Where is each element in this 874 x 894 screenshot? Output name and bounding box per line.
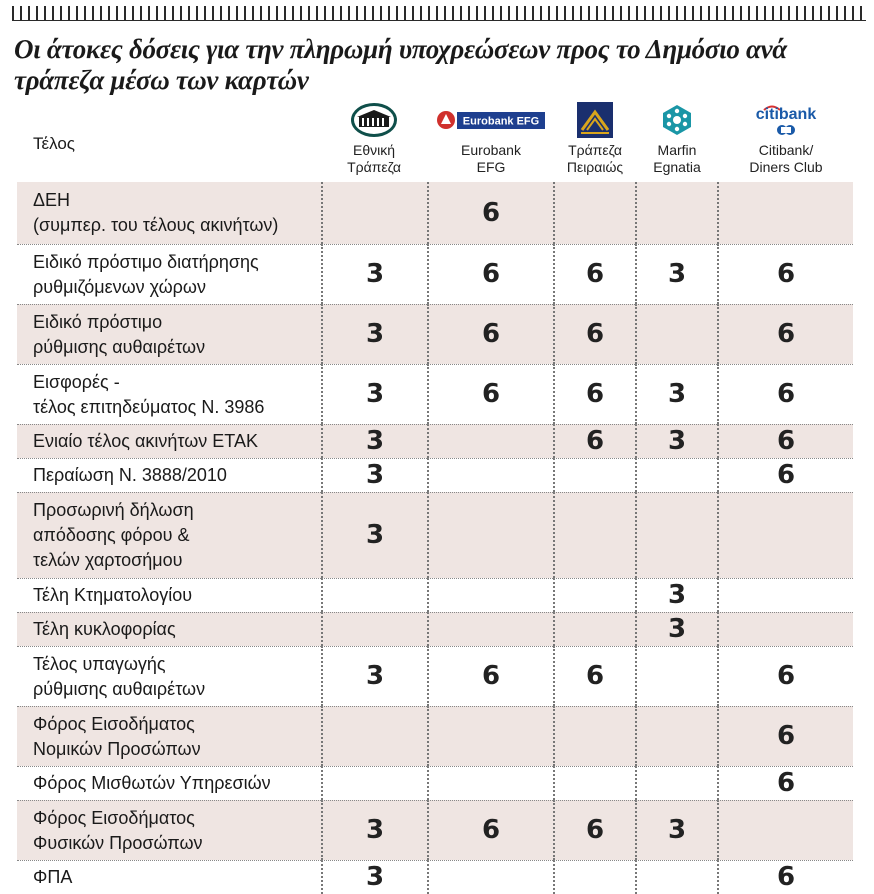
installments-cell: 3 xyxy=(321,458,427,492)
installments-cell: 3 xyxy=(635,612,717,646)
installments-cell: 3 xyxy=(321,492,427,578)
installments-cell: 6 xyxy=(553,800,635,860)
installments-cell: 6 xyxy=(717,424,853,458)
installments-cell xyxy=(635,492,717,578)
installments-cell xyxy=(717,800,853,860)
bank-header-marfin xyxy=(637,100,717,176)
bank-header-piraeus xyxy=(555,100,635,176)
bank-name: Εθνική Τράπεζα xyxy=(347,142,401,175)
marfin-logo xyxy=(637,100,717,140)
eurobank-logo-text: Eurobank EFG xyxy=(462,115,540,128)
installments-cell xyxy=(553,578,635,612)
installments-cell xyxy=(427,612,553,646)
fee-label: Τέλος υπαγωγής ρύθμισης αυθαιρέτων xyxy=(17,646,321,706)
installments-cell xyxy=(635,706,717,766)
installments-cell: 3 xyxy=(321,244,427,304)
top-rule-line xyxy=(12,20,866,21)
installments-cell xyxy=(427,492,553,578)
bank-name: Τράπεζα Πειραιώς xyxy=(566,142,624,175)
installments-cell xyxy=(553,182,635,244)
installments-cell: 6 xyxy=(427,244,553,304)
installments-cell xyxy=(553,706,635,766)
table-row xyxy=(17,800,853,860)
installments-cell: 3 xyxy=(635,424,717,458)
installments-cell: 6 xyxy=(427,646,553,706)
installments-cell: 3 xyxy=(321,364,427,424)
eurobank-logo xyxy=(429,100,553,140)
fee-column-header: Τέλος xyxy=(33,134,75,153)
table-row xyxy=(17,646,853,706)
installments-cell: 3 xyxy=(321,646,427,706)
installments-cell: 3 xyxy=(635,578,717,612)
page-title: Οι άτοκες δόσεις για την πληρωμή υποχρεώσεων προς το Δημόσιο ανά τράπεζα μέσω των καρτών xyxy=(14,34,787,95)
fee-label: Ειδικό πρόστιμο διατήρησης ρυθμιζόμενων χώρων xyxy=(17,244,321,304)
fee-label: ΔΕΗ (συμπερ. του τέλους ακινήτων) xyxy=(17,182,321,244)
installments-cell: 3 xyxy=(635,364,717,424)
installments-cell: 6 xyxy=(427,364,553,424)
installments-cell xyxy=(321,706,427,766)
installments-cell: 6 xyxy=(717,706,853,766)
installments-cell: 6 xyxy=(553,244,635,304)
nbg-building-icon xyxy=(321,100,427,140)
fee-label: Ειδικό πρόστιμο ρύθμισης αυθαιρέτων xyxy=(17,304,321,364)
installments-cell xyxy=(427,458,553,492)
installments-cell xyxy=(717,578,853,612)
installments-cell: 6 xyxy=(717,458,853,492)
installments-cell: 6 xyxy=(553,646,635,706)
installments-cell: 6 xyxy=(717,646,853,706)
table-row xyxy=(17,364,853,424)
installments-cell: 6 xyxy=(553,424,635,458)
table-row xyxy=(17,578,853,612)
table-row xyxy=(17,424,853,458)
fee-label: Φόρος Εισοδήματος Νομικών Προσώπων xyxy=(17,706,321,766)
table-row xyxy=(17,458,853,492)
installments-cell xyxy=(321,766,427,800)
installments-cell: 6 xyxy=(717,304,853,364)
installments-cell: 3 xyxy=(321,860,427,894)
installments-cell xyxy=(321,612,427,646)
piraeus-logo xyxy=(555,100,635,140)
fee-label: Φόρος Εισοδήματος Φυσικών Προσώπων xyxy=(17,800,321,860)
citibank-logo-text: citibank xyxy=(755,106,817,123)
fee-label: Εισφορές - τέλος επιτηδεύματος Ν. 3986 xyxy=(17,364,321,424)
bank-header-ethniki xyxy=(321,100,427,176)
installments-cell xyxy=(321,578,427,612)
installments-cell: 6 xyxy=(717,364,853,424)
bank-header-citibank xyxy=(719,100,853,176)
fee-label: Τέλη κυκλοφορίας xyxy=(17,612,321,646)
installments-cell: 3 xyxy=(635,800,717,860)
installments-cell xyxy=(553,766,635,800)
installments-table xyxy=(17,182,853,894)
fee-label: Ενιαίο τέλος ακινήτων ΕΤΑΚ xyxy=(17,424,321,458)
installments-cell: 6 xyxy=(427,800,553,860)
top-tick-rule xyxy=(12,6,866,20)
installments-cell xyxy=(427,766,553,800)
installments-cell xyxy=(717,612,853,646)
installments-cell: 6 xyxy=(717,244,853,304)
installments-cell xyxy=(427,706,553,766)
citibank-logo xyxy=(719,100,853,140)
installments-cell xyxy=(321,182,427,244)
installments-cell: 6 xyxy=(553,364,635,424)
installments-cell xyxy=(553,612,635,646)
fee-label: Περαίωση Ν. 3888/2010 xyxy=(17,458,321,492)
installments-cell xyxy=(635,766,717,800)
table-row xyxy=(17,766,853,800)
installments-cell xyxy=(717,492,853,578)
installments-cell xyxy=(635,646,717,706)
bank-header-eurobank xyxy=(429,100,553,176)
installments-cell xyxy=(553,458,635,492)
installments-cell: 6 xyxy=(717,860,853,894)
installments-cell: 6 xyxy=(553,304,635,364)
installments-cell xyxy=(635,304,717,364)
bank-name: Eurobank EFG xyxy=(461,142,521,175)
bank-name: Marfin Egnatia xyxy=(653,142,701,175)
fee-label: Προσωρινή δήλωση απόδοσης φόρου & τελών χαρτοσήμου xyxy=(17,492,321,578)
table-row xyxy=(17,182,853,244)
installments-cell xyxy=(427,424,553,458)
installments-cell: 3 xyxy=(321,800,427,860)
installments-cell: 6 xyxy=(717,766,853,800)
installments-cell xyxy=(717,182,853,244)
table-row xyxy=(17,706,853,766)
installments-cell: 6 xyxy=(427,304,553,364)
installments-cell xyxy=(635,182,717,244)
table-row xyxy=(17,492,853,578)
fee-label: ΦΠΑ xyxy=(17,860,321,894)
installments-cell: 3 xyxy=(321,304,427,364)
table-row xyxy=(17,244,853,304)
table-row xyxy=(17,304,853,364)
installments-cell: 3 xyxy=(321,424,427,458)
fee-label: Τέλη Κτηματολογίου xyxy=(17,578,321,612)
installments-cell xyxy=(427,578,553,612)
installments-cell xyxy=(553,492,635,578)
installments-cell: 3 xyxy=(635,244,717,304)
table-row xyxy=(17,612,853,646)
bank-name: Citibank/ Diners Club xyxy=(749,142,823,175)
installments-cell: 6 xyxy=(427,182,553,244)
fee-label: Φόρος Μισθωτών Υπηρεσιών xyxy=(17,766,321,800)
installments-cell xyxy=(635,458,717,492)
